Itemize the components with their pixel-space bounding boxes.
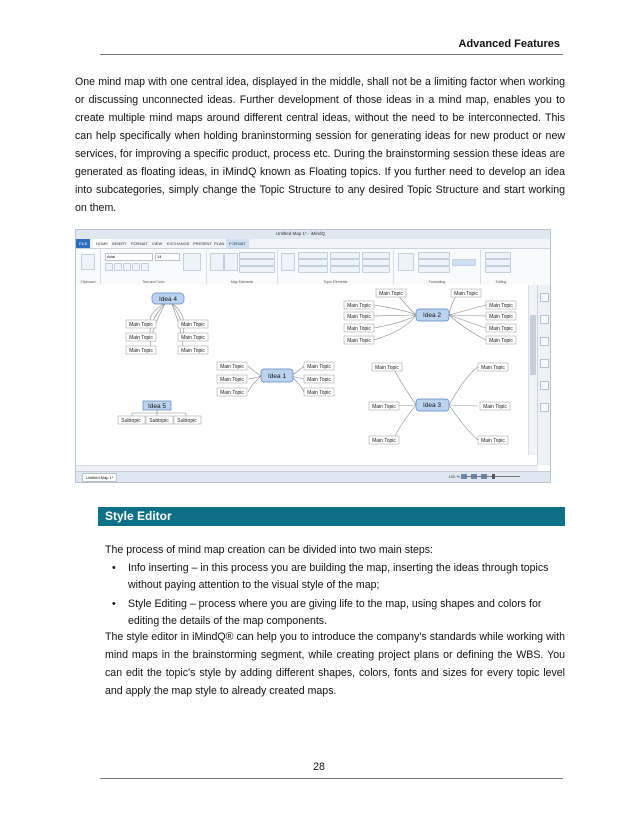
font-name-select[interactable]: Arial [105,253,153,261]
numbering-button[interactable] [418,266,450,273]
group-label-map-elements: Map Elements [230,280,254,284]
side-panel-item[interactable] [540,359,549,368]
find-button[interactable] [485,252,511,259]
document-tab[interactable]: Untitled Map 1* [82,473,117,482]
mind-map-diagram [76,285,528,455]
topic-label: Main Topic [347,338,371,344]
boundary-button[interactable] [239,266,275,273]
tie-types-button[interactable] [418,259,450,266]
idea-1-label: Idea 1 [267,373,287,380]
spreadsheet-button[interactable] [330,266,360,273]
scroll-thumb[interactable] [530,315,536,375]
side-panel-item[interactable] [540,337,549,346]
clear-button[interactable] [485,266,511,273]
window-title: Untitled Map 1* - iMindQ [276,231,326,236]
subtopic-button[interactable] [224,253,238,271]
group-formatting [394,250,481,284]
topic-label: Main Topic [489,326,513,332]
topic-label: Main Topic [347,314,371,320]
page-number: 28 [313,761,325,773]
tab-present[interactable]: PRESENT [193,241,212,246]
tab-plan[interactable]: PLAN [214,241,225,246]
topic-label: Main Topic [375,365,399,371]
idea-4-label: Idea 4 [158,296,178,303]
tab-home[interactable]: HOME [93,239,111,248]
section-heading: Style Editor [98,507,565,526]
topic-label: Main Topic [129,348,153,354]
hyperlink-button[interactable] [330,252,360,259]
topic-label: Main Topic [129,335,153,341]
align-button[interactable] [183,253,201,271]
intro-paragraph: One mind map with one central idea, displayed in the middle, shall not be a limiting factor when working or discussing unconnected ideas. Further development of those ideas in a mind map, enables you to create multiple mind maps around different central ideas, without the need to be interconnected. This can help specifically when holding braninstorming session for generating ideas for new product or new services, for improving a specific product, process etc. During the brainstorming session these ideas are generated as floating ideas, in iMindQ known as Floating topics. If you further need to develop an idea into subcategories, simply change the Topic Structure to any desired Topic Structure and start working on them. [75,76,565,214]
zoom-level: 100 % [448,474,460,479]
tab-exchange[interactable]: EXCHANGE [167,241,190,246]
topic-label: Main Topic [307,364,331,370]
topic-label: Main Topic [181,348,205,354]
styling-button[interactable] [452,259,476,266]
callout-button[interactable] [239,252,275,259]
topic-label: Main Topic [481,365,505,371]
strike-button[interactable] [132,263,140,271]
side-panel [537,285,550,465]
group-label-topic-elements: Topic Elements [323,280,348,284]
side-panel-item[interactable] [540,293,549,302]
zoom-slider-handle[interactable] [492,474,495,479]
topic-label: Main Topic [129,322,153,328]
window-titlebar [76,230,550,239]
status-bar [76,471,550,482]
topic-label: Main Topic [347,303,371,309]
topic-label: Main Topic [481,438,505,444]
imindq-screenshot [75,229,551,483]
group-label-formatting: Formatting [428,280,446,284]
idea-1-group [217,362,334,396]
italic-button[interactable] [114,263,122,271]
list-item: • Style Editing – process where you are giving life to the map, using shapes and colors for editing the details of the map components. [105,596,565,630]
topic-label: Main Topic [220,390,244,396]
idea-5-group [118,401,201,424]
group-label-editing: Editing [495,280,507,284]
font-color-button[interactable] [141,263,149,271]
tab-topic-format[interactable]: FORMAT [226,239,249,248]
group-label-clipboard: Clipboard [80,280,96,284]
topic-label: Main Topic [454,291,478,297]
replace-button[interactable] [485,259,511,266]
side-panel-item[interactable] [540,403,549,412]
topic-label: Main Topic [372,404,396,410]
topic-label: Main Topic [181,322,205,328]
alert-button[interactable] [362,266,390,273]
mind-map-canvas[interactable] [76,285,538,465]
tab-format[interactable]: FORMAT [131,241,148,246]
task-info-button[interactable] [362,252,390,259]
side-panel-item[interactable] [540,381,549,390]
relationship-button[interactable] [239,259,275,266]
date-time-button[interactable] [362,259,390,266]
running-header: Advanced Features [458,38,560,50]
tab-view[interactable]: VIEW [152,241,163,246]
paste-button[interactable] [81,254,95,270]
font-size-select[interactable]: 14 [155,253,180,261]
group-editing [481,250,521,284]
group-topic-elements [278,250,394,284]
topic-label: Main Topic [220,377,244,383]
topic-label: Main Topic [379,291,403,297]
topic-label: Main Topic [307,390,331,396]
properties-button[interactable] [298,266,328,273]
ribbon-tabs [76,239,550,249]
bold-button[interactable] [105,263,113,271]
topic-label: Main Topic [307,377,331,383]
tab-insert[interactable]: INSERT [112,241,127,246]
topic-button[interactable] [210,253,224,271]
idea-2-group [344,289,516,344]
group-text-color [101,250,207,284]
attach-button[interactable] [330,259,360,266]
style-intro: The process of mind map creation can be divided into two main steps: [105,544,433,556]
style-editor-paragraph: The style editor in iMindQ® can help you to introduce the company's standards while working with mind maps in the brainstorming segment, while creating project plans or defining the WBS. You can edit the topic's style by adding different shapes, colors, fonts and sizes for every topic level and apply the map style to already created maps. [105,631,565,697]
topic-label: Main Topic [181,335,205,341]
icon-button[interactable] [298,252,328,259]
topic-shape-button[interactable] [418,252,450,259]
idea-2-label: Idea 2 [422,312,442,319]
image-button[interactable] [298,259,328,266]
group-map-elements [207,250,278,284]
footer-rule [100,778,563,779]
idea-4-group [126,293,208,354]
underline-button[interactable] [123,263,131,271]
notes-button[interactable] [281,253,295,271]
header-rule [100,54,563,55]
topic-label: Main Topic [372,438,396,444]
idea-3-label: Idea 3 [422,402,442,409]
side-panel-item[interactable] [540,315,549,324]
topic-label: Main Topic [483,404,507,410]
subtopic-label: Subtopic [121,418,141,424]
ribbon [76,249,550,286]
group-clipboard [76,250,101,284]
topic-label: Main Topic [347,326,371,332]
subtopic-label: Subtopic [177,418,197,424]
subtopic-label: Subtopic [149,418,169,424]
idea-5-label: Idea 5 [147,403,167,410]
bullet-list [105,560,565,632]
topic-structure-button[interactable] [398,253,414,271]
idea-3-group [369,363,510,444]
list-item: • Info inserting – in this process you are building the map, inserting the ideas through topics without paying attention to the visual style of the map; [105,560,565,594]
vertical-scrollbar[interactable] [528,285,537,455]
topic-label: Main Topic [220,364,244,370]
tab-file[interactable]: FILE [76,239,90,248]
topic-label: Main Topic [489,338,513,344]
group-label-text-color: Text and Color [142,280,165,284]
topic-label: Main Topic [489,314,513,320]
topic-label: Main Topic [489,303,513,309]
